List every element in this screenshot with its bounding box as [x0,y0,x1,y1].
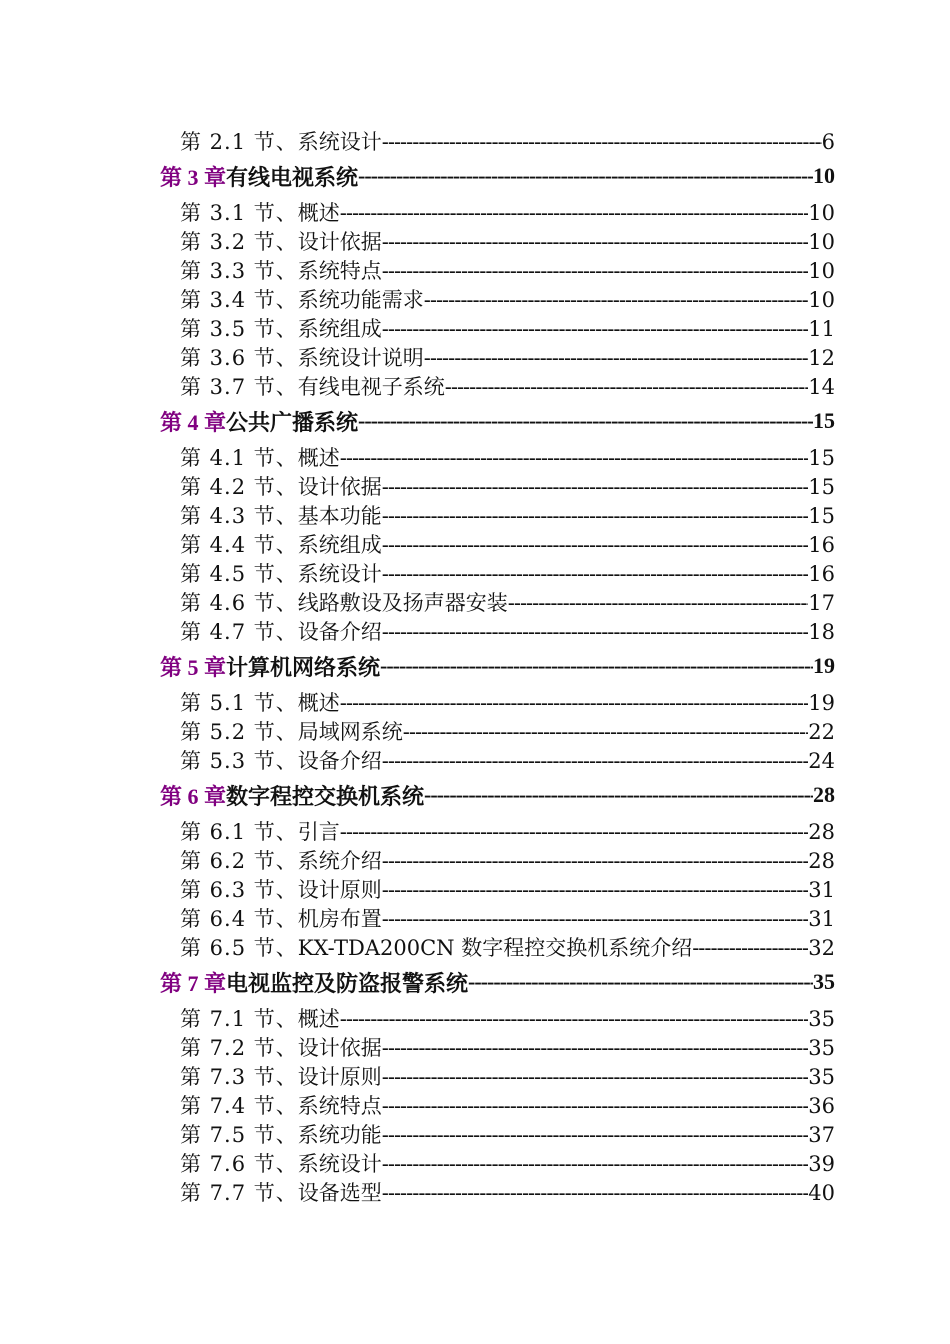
toc-section-entry[interactable] [0,587,835,616]
section-number: 第 5.3 节、 [180,749,298,773]
section-number: 第 2.1 节、 [180,130,298,154]
dot-leader [340,1007,809,1031]
dot-leader [382,562,809,586]
dot-leader [382,1152,809,1176]
dot-leader [382,1036,809,1060]
dot-leader [340,820,809,844]
section-number: 第 4.4 节、 [180,533,298,557]
page-number: 12 [808,346,835,370]
section-number: 第 7.1 节、 [180,1007,298,1031]
dot-leader [358,408,813,434]
page-number: 35 [813,969,835,994]
toc-section-entry[interactable] [0,558,835,587]
section-number: 第 3.3 节、 [180,259,298,283]
toc-section-entry[interactable] [0,1061,835,1090]
toc-section-entry[interactable] [0,816,835,845]
section-number: 第 7.3 节、 [180,1065,298,1089]
section-number: 第 6.5 节、 [180,936,298,960]
page-number: 10 [808,288,835,312]
section-title: 局域网系统 [297,720,403,744]
chapter-number: 第 3 章 [160,164,227,190]
page-number: 24 [808,749,835,773]
section-number: 第 6.2 节、 [180,849,298,873]
toc-chapter-entry[interactable] [0,778,835,812]
page-number: 36 [808,1094,835,1118]
page-number: 40 [808,1181,835,1205]
page-number: 11 [808,317,835,341]
table-of-contents [0,126,950,1206]
toc-section-entry[interactable] [0,1032,835,1061]
section-number: 第 5.2 节、 [180,720,298,744]
dot-leader [382,475,809,499]
dot-leader [382,849,809,873]
section-number: 第 7.5 节、 [180,1123,298,1147]
page-number: 19 [808,691,835,715]
toc-section-entry[interactable] [0,1119,835,1148]
dot-leader [380,653,813,679]
section-number: 第 3.5 节、 [180,317,298,341]
section-number: 第 3.7 节、 [180,375,298,399]
chapter-title: 有线电视系统 [226,164,359,190]
dot-leader [424,288,809,312]
section-title: 设计依据 [297,475,382,499]
toc-section-entry[interactable] [0,932,835,961]
page-number: 16 [808,562,835,586]
toc-section-entry[interactable] [0,197,835,226]
toc-section-entry[interactable] [0,687,835,716]
section-number: 第 4.7 节、 [180,620,298,644]
section-title: 系统组成 [297,533,382,557]
section-title: 设计原则 [297,878,382,902]
section-number: 第 4.5 节、 [180,562,298,586]
toc-section-entry[interactable] [0,1177,835,1206]
chapter-number: 第 4 章 [160,409,227,435]
dot-leader [382,878,809,902]
chapter-title: 公共广播系统 [226,409,359,435]
dot-leader [382,907,809,931]
dot-leader [382,1123,809,1147]
section-number: 第 7.6 节、 [180,1152,298,1176]
dot-leader [382,130,822,154]
page-number: 35 [808,1065,835,1089]
page-number: 28 [813,782,835,807]
section-number: 第 3.4 节、 [180,288,298,312]
section-title: 概述 [297,1007,340,1031]
section-title: 系统特点 [297,259,382,283]
toc-section-entry[interactable] [0,371,835,400]
page-number: 28 [808,820,835,844]
dot-leader [382,620,809,644]
section-number: 第 6.1 节、 [180,820,298,844]
dot-leader [382,533,809,557]
section-number: 第 3.1 节、 [180,201,298,225]
dot-leader [340,446,809,470]
toc-section-entry[interactable] [0,903,835,932]
section-title: 概述 [297,446,340,470]
dot-leader [382,1181,809,1205]
section-title: 系统功能需求 [297,288,424,312]
section-title: 系统设计 [297,130,382,154]
toc-section-entry[interactable] [0,500,835,529]
chapter-number: 第 7 章 [160,970,227,996]
toc-chapter-entry[interactable] [0,159,835,193]
page-number: 22 [808,720,835,744]
page-number: 37 [808,1123,835,1147]
section-title: 系统特点 [297,1094,382,1118]
section-number: 第 4.1 节、 [180,446,298,470]
page-number: 15 [808,446,835,470]
dot-leader [508,591,809,615]
section-number: 第 7.4 节、 [180,1094,298,1118]
page-number: 16 [808,533,835,557]
dot-leader [692,936,808,960]
dot-leader [424,782,813,808]
section-number: 第 3.6 节、 [180,346,298,370]
dot-leader [340,691,809,715]
chapter-title: 数字程控交换机系统 [226,783,425,809]
section-number: 第 4.3 节、 [180,504,298,528]
section-number: 第 6.3 节、 [180,878,298,902]
page-number: 19 [813,653,835,678]
toc-section-entry[interactable] [0,716,835,745]
page-number: 31 [808,907,835,931]
section-title: KX-TDA200CN 数字程控交换机系统介绍 [297,936,693,960]
section-number: 第 7.7 节、 [180,1181,298,1205]
dot-leader [382,230,809,254]
chapter-title: 计算机网络系统 [226,654,381,680]
section-title: 设备介绍 [297,749,382,773]
dot-leader [340,201,809,225]
page-number: 10 [813,163,835,188]
page-number: 18 [808,620,835,644]
section-title: 系统设计 [297,1152,382,1176]
toc-section-entry[interactable] [0,226,835,255]
page-number: 14 [808,375,835,399]
page-number: 35 [808,1036,835,1060]
section-title: 机房布置 [297,907,382,931]
toc-section-entry[interactable] [0,745,835,774]
dot-leader [382,1094,809,1118]
page-number: 39 [808,1152,835,1176]
chapter-title: 电视监控及防盗报警系统 [226,970,469,996]
section-number: 第 5.1 节、 [180,691,298,715]
toc-chapter-entry[interactable] [0,649,835,683]
toc-section-entry[interactable] [0,1148,835,1177]
section-title: 设备选型 [297,1181,382,1205]
chapter-number: 第 5 章 [160,654,227,680]
section-title: 系统设计说明 [297,346,424,370]
toc-section-entry[interactable] [0,1090,835,1119]
page-number: 6 [821,130,835,154]
section-title: 线路敷设及扬声器安装 [297,591,508,615]
page-number: 15 [813,408,835,433]
section-title: 设计依据 [297,1036,382,1060]
section-number: 第 4.6 节、 [180,591,298,615]
section-title: 概述 [297,201,340,225]
section-number: 第 7.2 节、 [180,1036,298,1060]
page-number: 15 [808,475,835,499]
toc-section-entry[interactable] [0,342,835,371]
dot-leader [445,375,809,399]
toc-section-entry[interactable] [0,471,835,500]
page-number: 10 [808,259,835,283]
section-title: 系统设计 [297,562,382,586]
toc-section-entry[interactable] [0,845,835,874]
section-title: 设计依据 [297,230,382,254]
dot-leader [382,749,809,773]
page-number: 31 [808,878,835,902]
section-title: 系统组成 [297,317,382,341]
section-title: 设计原则 [297,1065,382,1089]
dot-leader [382,504,809,528]
dot-leader [382,317,809,341]
section-number: 第 6.4 节、 [180,907,298,931]
section-title: 有线电视子系统 [297,375,445,399]
section-title: 引言 [297,820,340,844]
toc-section-entry[interactable] [0,126,835,155]
toc-section-entry[interactable] [0,874,835,903]
section-title: 设备介绍 [297,620,382,644]
toc-chapter-entry[interactable] [0,965,835,999]
section-title: 基本功能 [297,504,382,528]
dot-leader [468,969,813,995]
chapter-number: 第 6 章 [160,783,227,809]
toc-section-entry[interactable] [0,1003,835,1032]
toc-section-entry[interactable] [0,284,835,313]
page-number: 17 [808,591,835,615]
toc-section-entry[interactable] [0,255,835,284]
toc-section-entry[interactable] [0,529,835,558]
section-title: 系统功能 [297,1123,382,1147]
toc-section-entry[interactable] [0,313,835,342]
section-title: 概述 [297,691,340,715]
section-number: 第 4.2 节、 [180,475,298,499]
page-number: 32 [808,936,835,960]
section-number: 第 3.2 节、 [180,230,298,254]
page-number: 10 [808,230,835,254]
page-number: 35 [808,1007,835,1031]
dot-leader [403,720,809,744]
page-number: 10 [808,201,835,225]
section-title: 系统介绍 [297,849,382,873]
page-number: 28 [808,849,835,873]
toc-section-entry[interactable] [0,616,835,645]
dot-leader [382,1065,809,1089]
toc-chapter-entry[interactable] [0,404,835,438]
dot-leader [358,163,813,189]
page-number: 15 [808,504,835,528]
toc-section-entry[interactable] [0,442,835,471]
dot-leader [382,259,809,283]
dot-leader [424,346,809,370]
